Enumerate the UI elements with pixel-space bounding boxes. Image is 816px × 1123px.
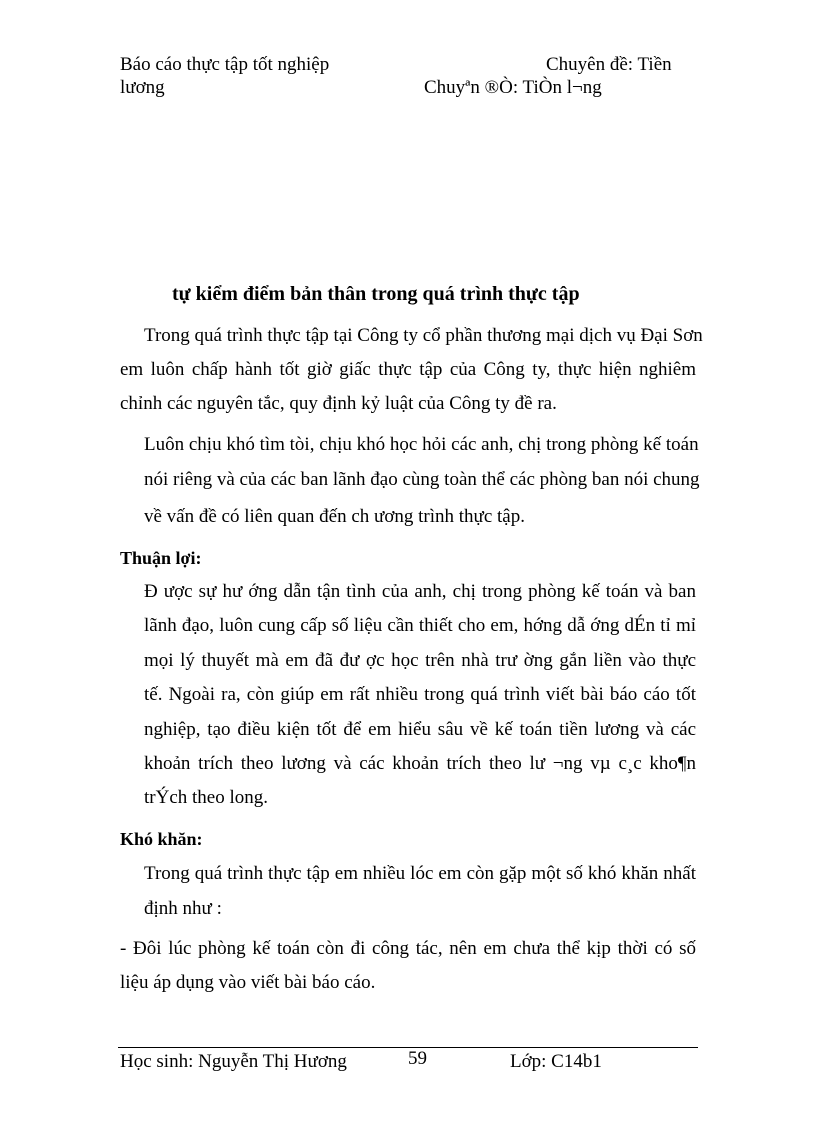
p2-line: nói riêng và của các ban lãnh đạo cùng toàn thể các phòng ban nói chung [144,469,700,490]
p4-line: định như : [144,898,222,919]
p5-line: - Đôi lúc phòng kế toán còn đi công tác, nên em chưa thể kịp thời có số [120,938,696,959]
p3-line: trÝch theo long. [144,787,269,808]
advantages-heading: Thuận lợi: [120,548,202,568]
p2-line: về vấn đề có liên quan đến ch ương trình thực tập. [144,506,525,527]
p5-line: liệu áp dụng vào viết bài báo cáo. [120,972,376,993]
footer-class: Lớp: C14b1 [510,1051,602,1072]
p2-line: Luôn chịu khó tìm tòi, chịu khó học hỏi các anh, chị trong phòng kế toán [144,434,699,455]
header-left-line1: Báo cáo thực tập tốt nghiệp [120,54,330,75]
p4-line: Trong quá trình thực tập em nhiều lóc em còn gặp một số khó khăn nhất [144,863,696,884]
p1-line: Trong quá trình thực tập tại Công ty cổ phần thương mại dịch vụ Đại Sơn [144,325,703,346]
p3-line: nghiệp, tạo điều kiện tốt để em hiểu sâu về kế toán tiền lương và các [144,719,696,740]
header-right-line2: Chuyªn ®Ò: TiÒn l¬ng [424,77,602,98]
header-right-line1: Chuyên đề: Tiền [546,54,672,75]
footer-student: Học sinh: Nguyễn Thị Hương [120,1051,347,1072]
footer-page-number: 59 [408,1048,427,1069]
p3-line: khoản trích theo lương và các khoản trích theo lư ¬ng vµ c¸c kho¶n [144,753,696,774]
p1-line: em luôn chấp hành tốt giờ giấc thực tập của Công ty, thực hiện nghiêm [120,359,696,380]
header-left-line2: lương [120,77,165,98]
page-title: tự kiểm điểm bản thân trong quá trình thực tập [172,283,580,305]
p1-line: chỉnh các nguyên tắc, quy định kỷ luật của Công ty đề ra. [120,393,557,414]
p3-line: tế. Ngoài ra, còn giúp em rất nhiều trong quá trình viết bài báo cáo tốt [144,684,696,705]
p3-line: Đ ược sự hư ớng dẫn tận tình của anh, chị trong phòng kế toán và ban [144,581,696,602]
p3-line: mọi lý thuyết mà em đã đư ợc học trên nhà trư ờng gắn liền vào thực [144,650,696,671]
difficulties-heading: Khó khăn: [120,829,203,849]
p3-line: lãnh đạo, luôn cung cấp số liệu cần thiết cho em, hớng dẫ ớng dÉn tỉ mỉ [144,615,696,636]
